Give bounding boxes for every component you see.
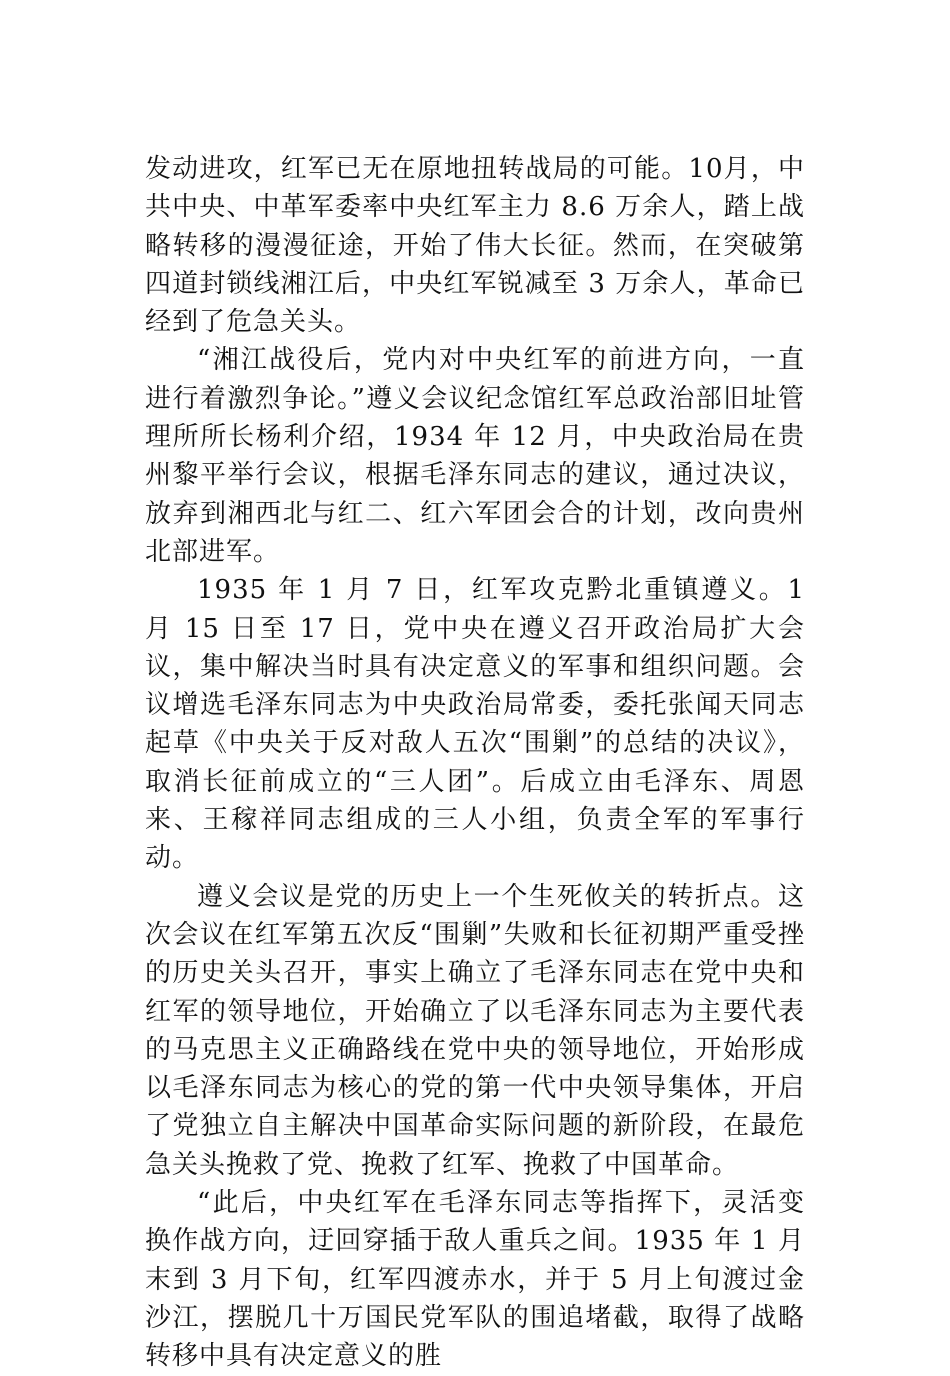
paragraph-2: “湘江战役后，党内对中央红军的前进方向，一直进行着激烈争论。”遵义会议纪念馆红军总政治部旧址管理所所长杨利介绍，1934 年 12 月，中央政治局在贵州黎平举行会议，根据毛泽东同志的建议，通过决议，放弃到湘西北与红二、红六军团会合的计划，改向贵州北部进军。 (145, 345, 805, 567)
paragraph-5: “此后，中央红军在毛泽东同志等指挥下，灵活变换作战方向，迂回穿插于敌人重兵之间。1935 年 1 月末到 3 月下旬，红军四渡赤水，并于 5 月上旬渡过金沙江，摆脱几十万国民党军队的围追堵截，取得了战略转移中具有决定意义的胜 (145, 1188, 805, 1372)
paragraph-3: 1935 年 1 月 7 日，红军攻克黔北重镇遵义。1 月 15 日至 17 日，党中央在遵义召开政治局扩大会议，集中解决当时具有决定意义的军事和组织问题。会议增选毛泽东同志为中央政治局常委，委托张闻天同志起草《中央关于反对敌人五次“围剿”的总结的决议》，取消长征前成立的“三人团”。后成立由毛泽东、周恩来、王稼祥同志组成的三人小组，负责全军的军事行动。 (145, 575, 805, 874)
paragraph-4: 遵义会议是党的历史上一个生死攸关的转折点。这次会议在红军第五次反“围剿”失败和长征初期严重受挫的历史关头召开，事实上确立了毛泽东同志在党中央和红军的领导地位，开始确立了以毛泽东同志为主要代表的马克思主义正确路线在党中央的领导地位，开始形成以毛泽东同志为核心的党的第一代中央领导集体，开启了党独立自主解决中国革命实际问题的新阶段，在最危急关头挽救了党、挽救了红军、挽救了中国革命。 (145, 881, 805, 1180)
document-body (145, 150, 805, 1376)
paragraph-1: 发动进攻，红军已无在原地扭转战局的可能。10月，中共中央、中革军委率中央红军主力 8.6 万余人，踏上战略转移的漫漫征途，开始了伟大长征。然而，在突破第四道封锁线湘江后，中央红军锐减至 3 万余人，革命已经到了危急关头。 (145, 154, 805, 338)
